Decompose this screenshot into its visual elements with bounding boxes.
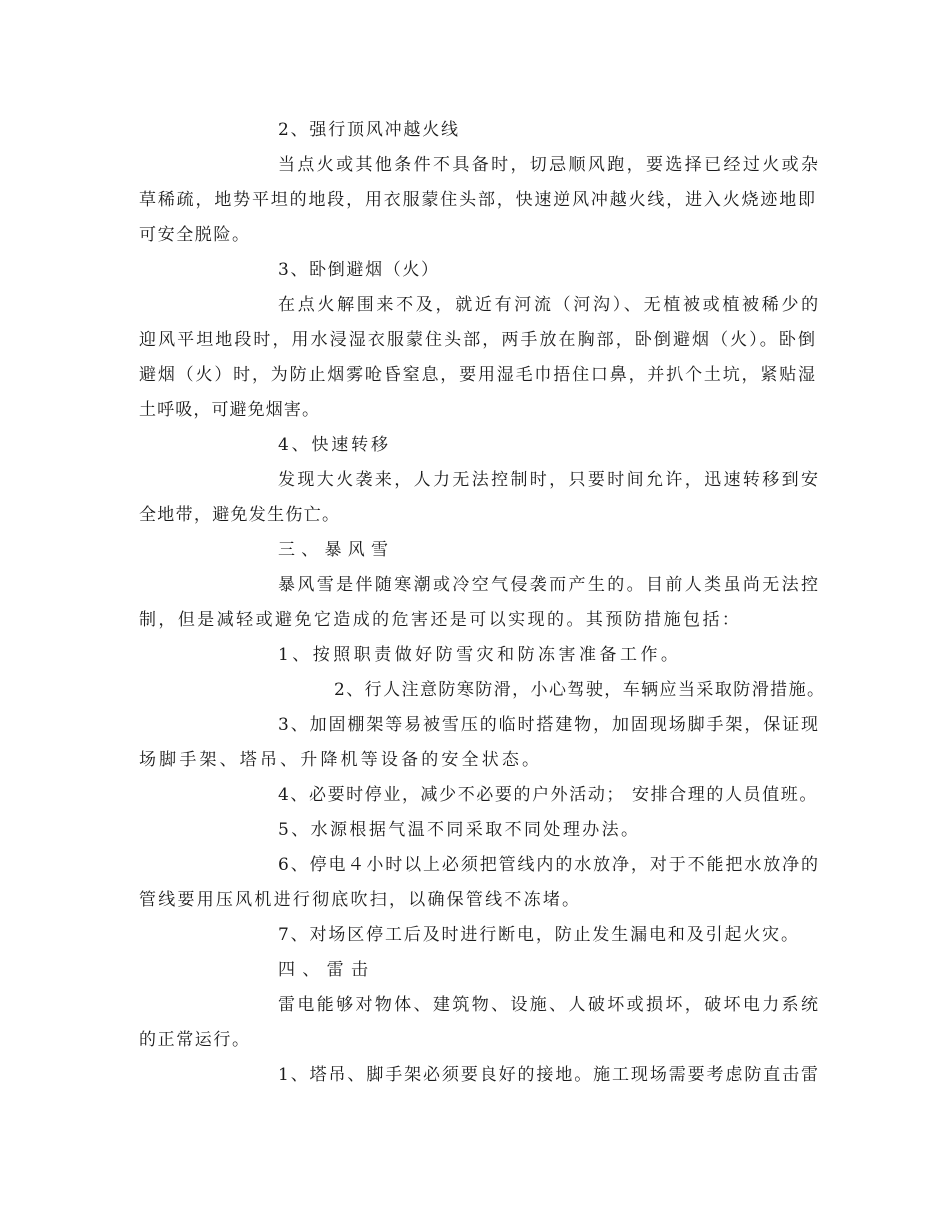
section-heading: 三、暴风雪 <box>278 540 395 560</box>
list-item: 2、行人注意防寒防滑，小心驾驶，车辆应当采取防滑措施。 <box>334 680 826 700</box>
heading-line: 2、强行顶风冲越火线 <box>278 120 460 140</box>
paragraph-line: 在点火解围来不及，就近有河流（河沟）、无植被或植被稀少的 <box>278 295 821 315</box>
paragraph-line: 可安全脱险。 <box>139 225 251 245</box>
paragraph-line: 当点火或其他条件不具备时，切忌顺风跑，要选择已经过火或杂 <box>278 155 821 175</box>
paragraph-line: 避烟（火）时，为防止烟雾呛昏窒息，要用湿毛巾捂住口鼻，并扒个土坑，紧贴湿 <box>139 365 817 385</box>
paragraph-line: 的正常运行。 <box>139 1030 251 1050</box>
heading-line: 3、卧倒避烟（火） <box>278 260 440 280</box>
paragraph-line: 场脚手架、塔吊、升降机等设备的安全状态。 <box>139 750 543 770</box>
paragraph-line: 迎风平坦地段时，用水浸湿衣服蒙住头部，两手放在胸部，卧倒避烟（火）。卧倒 <box>139 330 818 350</box>
heading-line: 4、快速转移 <box>278 435 391 455</box>
section-heading: 四、雷击 <box>278 960 376 980</box>
paragraph-line: 土呼吸，可避免烟害。 <box>139 400 321 420</box>
list-item: 7、对场区停工后及时进行断电，防止发生漏电和及引起火灾。 <box>278 925 800 945</box>
paragraph-line: 全地带，避免发生伤亡。 <box>139 505 341 525</box>
list-item: 1、按照职责做好防雪灾和防冻害准备工作。 <box>278 645 682 665</box>
paragraph-line: 管线要用压风机进行彻底吹扫，以确保管线不冻堵。 <box>139 890 582 910</box>
paragraph-line: 制，但是减轻或避免它造成的危害还是可以实现的。其预防措施包括： <box>139 610 742 630</box>
list-item: 3、加固棚架等易被雪压的临时搭建物，加固现场脚手架，保证现 <box>278 715 820 735</box>
list-item: 6、停电４小时以上必须把管线内的水放净，对于不能把水放净的 <box>278 855 820 875</box>
paragraph-line: 雷电能够对物体、建筑物、设施、人破坏或损坏，破坏电力系统 <box>278 995 821 1015</box>
paragraph-line: 暴风雪是伴随寒潮或冷空气侵袭而产生的。目前人类虽尚无法控 <box>278 575 821 595</box>
list-item: 5、水源根据气温不同采取不同处理办法。 <box>278 820 641 840</box>
list-item: 4、必要时停业，减少不必要的户外活动； 安排合理的人员值班。 <box>278 785 818 805</box>
paragraph-line: 发现大火袭来，人力无法控制时，只要时间允许，迅速转移到安 <box>278 470 821 490</box>
list-item: 1、塔吊、脚手架必须要良好的接地。施工现场需要考虑防直击雷 <box>278 1065 820 1085</box>
paragraph-line: 草稀疏，地势平坦的地段，用衣服蒙住头部，快速逆风冲越火线，进入火烧迹地即 <box>139 190 817 210</box>
